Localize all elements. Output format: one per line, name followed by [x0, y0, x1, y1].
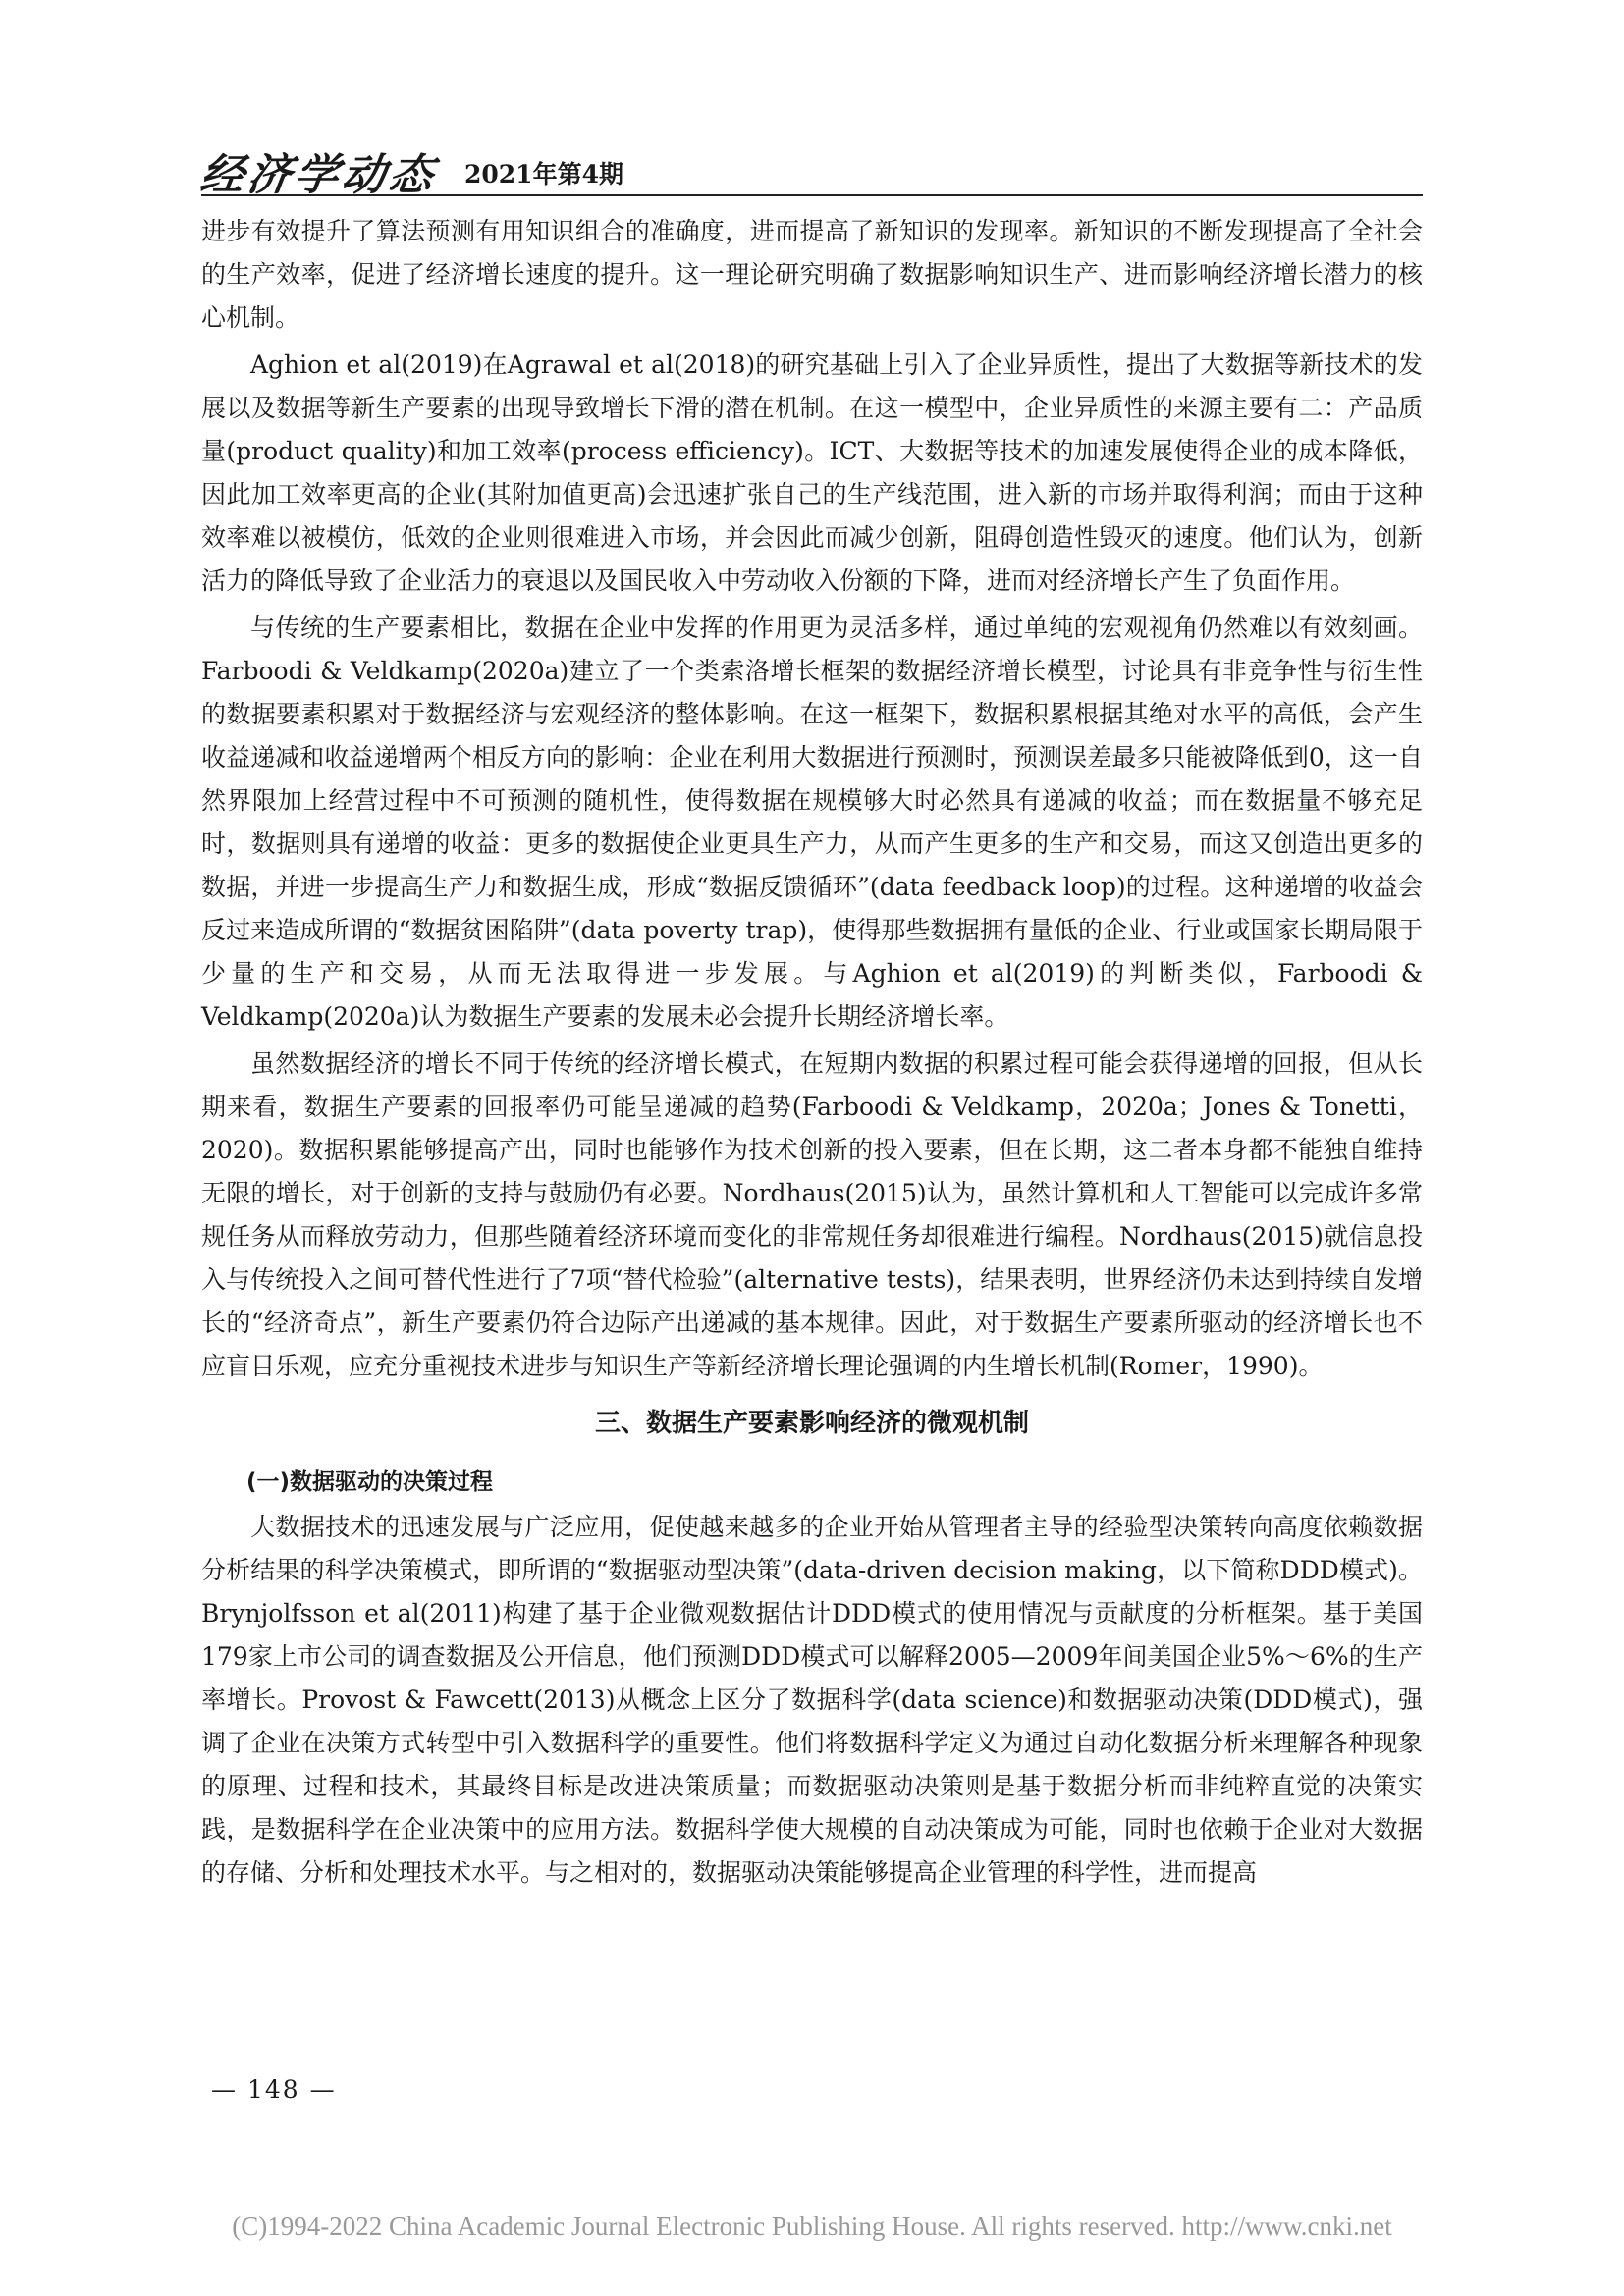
subsection-heading: (一)数据驱动的决策过程 — [246, 1469, 494, 1495]
copyright-footer: (C)1994-2022 China Academic Journal Electronic Publishing House. All rights reserved. http://www.cnki.net — [232, 2212, 1392, 2241]
journal-title: 经济学动态 — [196, 150, 440, 200]
running-header — [196, 137, 1423, 200]
paragraph-5: 大数据技术的迅速发展与广泛应用，促使越来越多的企业开始从管理者主导的经验型决策转向高度依赖数据分析结果的科学决策模式，即所谓的“数据驱动型决策”(data-driven decision making，以下简称DDD模式)。Brynjolfsson et al(2011)构建了基于企业微观数据估计DDD模式的使用情况与贡献度的分析框架。基于美国179家上市公司的调查数据及公开信息，他们预测DDD模式可以解释2005—2009年间美国企业5%～6%的生产率增长。Provost & Fawcett(2013)从概念上区分了数据科学(data science)和数据驱动决策(DDD模式)，强调了企业在决策方式转型中引入数据科学的重要性。他们将数据科学定义为通过自动化数据分析来理解各种现象的原理、过程和技术，其最终目标是改进决策质量；而数据驱动决策则是基于数据分析而非纯粹直觉的决策实践，是数据科学在企业决策中的应用方法。数据科学使大规模的自动决策成为可能，同时也依赖于企业对大数据的存储、分析和处理技术水平。与之相对的，数据驱动决策能够提高企业管理的科学性，进而提高 — [201, 1513, 1423, 1887]
issue-label: 2021年第4期 — [464, 160, 623, 188]
body-text — [201, 210, 1423, 1898]
section-heading: 三、数据生产要素影响经济的微观机制 — [594, 1409, 1029, 1438]
paragraph-1: 进步有效提升了算法预测有用知识组合的准确度，进而提高了新知识的发现率。新知识的不断发现提高了全社会的生产效率，促进了经济增长速度的提升。这一理论研究明确了数据影响知识生产、进而影响经济增长潜力的核心机制。 — [201, 217, 1423, 332]
paragraph-4: 虽然数据经济的增长不同于传统的经济增长模式，在短期内数据的积累过程可能会获得递增的回报，但从长期来看，数据生产要素的回报率仍可能呈递减的趋势(Farboodi & Veldkamp，2020a；Jones & Tonetti，2020)。数据积累能够提高产出，同时也能够作为技术创新的投入要素，但在长期，这二者本身都不能独自维持无限的增长，对于创新的支持与鼓励仍有必要。Nordhaus(2015)认为，虽然计算机和人工智能可以完成许多常规任务从而释放劳动力，但那些随着经济环境而变化的非常规任务却很难进行编程。Nordhaus(2015)就信息投入与传统投入之间可替代性进行了7项“替代检验”(alternative tests)，结果表明，世界经济仍未达到持续自发增长的“经济奇点”，新生产要素仍符合边际产出递减的基本规律。因此，对于数据生产要素所驱动的经济增长也不应盲目乐观，应充分重视技术进步与知识生产等新经济增长理论强调的内生增长机制(Romer，1990)。 — [201, 1049, 1423, 1380]
paragraph-3: 与传统的生产要素相比，数据在企业中发挥的作用更为灵活多样，通过单纯的宏观视角仍然难以有效刻画。Farboodi & Veldkamp(2020a)建立了一个类索洛增长框架的数据经济增长模型，讨论具有非竞争性与衍生性的数据要素积累对于数据经济与宏观经济的整体影响。在这一框架下，数据积累根据其绝对水平的高低，会产生收益递减和收益递增两个相反方向的影响：企业在利用大数据进行预测时，预测误差最多只能被降低到0，这一自然界限加上经营过程中不可预测的随机性，使得数据在规模够大时必然具有递减的收益；而在数据量不够充足时，数据则具有递增的收益：更多的数据使企业更具生产力，从而产生更多的生产和交易，而这又创造出更多的数据，并进一步提高生产力和数据生成，形成“数据反馈循环”(data feedback loop)的过程。这种递增的收益会反过来造成所谓的“数据贫困陷阱”(data poverty trap)，使得那些数据拥有量低的企业、行业或国家长期局限于少量的生产和交易，从而无法取得进一步发展。与Aghion et al(2019)的判断类似，Farboodi & Veldkamp(2020a)认为数据生产要素的发展未必会提升长期经济增长率。 — [201, 614, 1423, 1031]
paragraph-2: Aghion et al(2019)在Agrawal et al(2018)的研究基础上引入了企业异质性，提出了大数据等新技术的发展以及数据等新生产要素的出现导致增长下滑的潜在机制。在这一模型中，企业异质性的来源主要有二：产品质量(product quality)和加工效率(process efficiency)。ICT、大数据等技术的加速发展使得企业的成本降低，因此加工效率更高的企业(其附加值更高)会迅速扩张自己的生产线范围，进入新的市场并取得利润；而由于这种效率难以被模仿，低效的企业则很难进入市场，并会因此而减少创新，阻碍创造性毁灭的速度。他们认为，创新活力的降低导致了企业活力的衰退以及国民收入中劳动收入份额的下降，进而对经济增长产生了负面作用。 — [201, 350, 1423, 595]
page-number: — 148 — — [211, 2075, 337, 2104]
